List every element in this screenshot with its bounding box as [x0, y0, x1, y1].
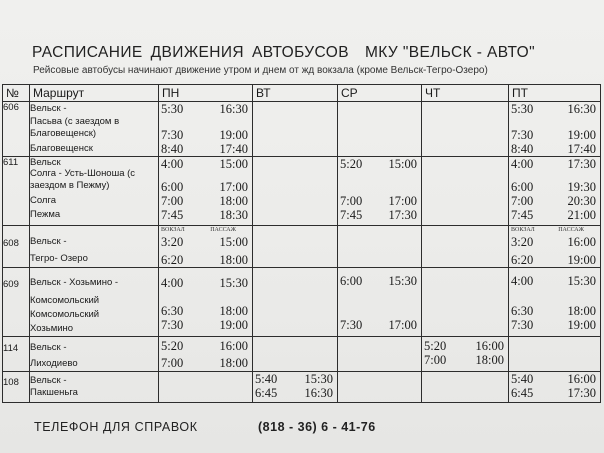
return-time: 16:30: [219, 102, 248, 116]
time-pair: [509, 157, 600, 171]
subheader-station: ВОКЗАЛ: [511, 227, 535, 233]
departure-time: 7:30: [511, 128, 534, 142]
return-time: 17:00: [219, 180, 248, 194]
route-number: 606: [3, 102, 30, 157]
time-pair: [159, 157, 252, 171]
subheader-passage: ПАССАЖ: [558, 227, 584, 233]
departure-time: 6:30: [161, 304, 184, 318]
times-mon: [159, 268, 253, 337]
times-thu: [422, 337, 509, 372]
times-tue: [253, 102, 338, 157]
return-time: 17:30: [567, 157, 596, 171]
return-time: 19:00: [219, 318, 248, 332]
table-row: [3, 102, 601, 157]
route-line: Солга - Усть-Шоноша (с заездом в Пежму): [30, 168, 136, 191]
route-line: Вельск -: [30, 236, 67, 247]
time-pair: [159, 235, 252, 249]
time-pair: [159, 194, 252, 208]
return-time: 15:30: [567, 274, 596, 288]
return-time: 19:00: [567, 253, 596, 267]
times-wed: [338, 268, 422, 337]
route-number: 108: [3, 372, 30, 403]
times-thu: [422, 372, 509, 403]
time-pair: [509, 318, 600, 332]
info-phone-label: ТЕЛЕФОН ДЛЯ СПРАВОК: [34, 420, 198, 434]
time-pair: [159, 102, 252, 116]
times-wed: [338, 157, 422, 226]
route-line: Благовещенск: [30, 143, 93, 154]
time-pair: [509, 194, 600, 208]
route-line: Комсомольский: [30, 309, 100, 320]
return-time: 18:00: [219, 356, 248, 370]
return-time: 19:00: [567, 318, 596, 332]
departure-time: 4:00: [161, 157, 184, 171]
return-time: 19:00: [219, 128, 248, 142]
time-pair: [159, 304, 252, 318]
route-line: Вельск -: [30, 103, 67, 114]
return-time: 17:00: [388, 318, 417, 332]
return-time: 18:00: [219, 304, 248, 318]
return-time: 16:30: [304, 386, 333, 400]
table-row: [3, 337, 601, 372]
departure-time: 4:00: [161, 276, 184, 290]
return-time: 16:30: [567, 102, 596, 116]
route-line: Вельск -: [30, 342, 67, 353]
times-thu: [422, 102, 509, 157]
route-name: [30, 372, 159, 403]
table-row: [3, 157, 601, 226]
schedule-table: [2, 84, 601, 403]
departure-time: 5:20: [161, 339, 184, 353]
subheader-passage: ПАССАЖ: [210, 227, 236, 233]
time-pair: [159, 253, 252, 267]
time-pair: [509, 235, 600, 249]
return-time: 17:00: [388, 194, 417, 208]
time-pair: [338, 157, 421, 171]
time-pair: [509, 128, 600, 142]
return-time: 15:00: [388, 157, 417, 171]
departure-time: 3:20: [161, 235, 184, 249]
table-row: [3, 226, 601, 268]
time-pair: [159, 339, 252, 353]
time-pair: [338, 274, 421, 288]
route-number: 608: [3, 226, 30, 268]
route-number: 114: [3, 337, 30, 372]
return-time: 20:30: [567, 194, 596, 208]
times-mon: [159, 102, 253, 157]
times-tue: [253, 226, 338, 268]
time-pair: [253, 372, 337, 386]
departure-time: 7:00: [161, 356, 184, 370]
return-time: 19:00: [567, 128, 596, 142]
return-time: 17:30: [567, 386, 596, 400]
return-time: 16:00: [567, 372, 596, 386]
return-time: 17:30: [388, 208, 417, 222]
time-pair: [159, 356, 252, 370]
return-time: 18:00: [475, 353, 504, 367]
time-pair: [509, 102, 600, 116]
time-pair: [159, 128, 252, 142]
route-name: [30, 102, 159, 157]
time-pair: [422, 353, 508, 367]
times-tue: [253, 337, 338, 372]
times-wed: [338, 226, 422, 268]
times-tue: [253, 268, 338, 337]
departure-time: 4:00: [511, 274, 534, 288]
title-word-4: МКУ "ВЕЛЬСК - АВТО": [364, 44, 536, 61]
time-pair: [338, 208, 421, 222]
route-line: Вельск - Хозьмино -: [30, 277, 119, 288]
departure-time: 7:45: [161, 208, 184, 222]
route-line: Пакшеньга: [30, 387, 78, 398]
times-thu: [422, 157, 509, 226]
table-row: [3, 372, 601, 403]
header-wed: СР: [338, 85, 422, 102]
times-fri: [509, 337, 601, 372]
time-pair: [509, 180, 600, 194]
times-thu: [422, 226, 509, 268]
times-fri: [509, 268, 601, 337]
departure-time: 7:30: [511, 318, 534, 332]
column-subheader: [159, 226, 252, 235]
times-wed: [338, 337, 422, 372]
departure-time: 7:00: [424, 353, 447, 367]
departure-time: 6:00: [161, 180, 184, 194]
time-pair: [509, 274, 600, 288]
route-number: 611: [3, 157, 30, 226]
times-mon: [159, 226, 253, 268]
departure-time: 7:45: [511, 208, 534, 222]
route-line: Комсомольский: [30, 295, 100, 306]
departure-time: 8:40: [161, 142, 184, 156]
times-fri: [509, 226, 601, 268]
time-pair: [509, 304, 600, 318]
return-time: 18:00: [219, 253, 248, 267]
times-thu: [422, 268, 509, 337]
times-mon: [159, 337, 253, 372]
return-time: 18:00: [567, 304, 596, 318]
header-route: Маршрут: [30, 85, 159, 102]
departure-time: 7:00: [511, 194, 534, 208]
departure-time: 7:30: [161, 128, 184, 142]
departure-time: 4:00: [511, 157, 534, 171]
return-time: 15:30: [304, 372, 333, 386]
time-pair: [159, 142, 252, 156]
route-name: [30, 157, 159, 226]
time-pair: [509, 253, 600, 267]
page-subtitle: Рейсовые автобусы начинают движение утром и днем от жд вокзала (кроме Вельск-Тегро-Озеро): [33, 65, 488, 76]
header-thu: ЧТ: [422, 85, 509, 102]
table-row: [3, 268, 601, 337]
time-pair: [159, 180, 252, 194]
time-pair: [338, 318, 421, 332]
times-tue: [253, 157, 338, 226]
departure-time: 6:00: [511, 180, 534, 194]
time-pair: [509, 208, 600, 222]
route-line: Хозьмино: [30, 323, 74, 334]
departure-time: 7:45: [340, 208, 363, 222]
times-mon: [159, 372, 253, 403]
times-wed: [338, 372, 422, 403]
time-pair: [253, 386, 337, 400]
return-time: 15:00: [219, 157, 248, 171]
time-pair: [338, 194, 421, 208]
route-line: Пасьва (с заездом в Благовещенск): [30, 116, 120, 139]
departure-time: 7:30: [161, 318, 184, 332]
info-phone-number: (818 - 36) 6 - 41-76: [258, 420, 376, 434]
route-line: Солга: [30, 195, 57, 206]
column-subheader: [509, 226, 600, 235]
return-time: 17:40: [219, 142, 248, 156]
route-line: Тегро- Озеро: [30, 253, 88, 264]
time-pair: [159, 318, 252, 332]
departure-time: 5:30: [511, 102, 534, 116]
times-fri: [509, 102, 601, 157]
title-word-3: АВТОБУСОВ: [252, 44, 349, 61]
time-pair: [509, 372, 600, 386]
departure-time: 8:40: [511, 142, 534, 156]
time-pair: [509, 142, 600, 156]
return-time: 19:30: [567, 180, 596, 194]
departure-time: 6:00: [340, 274, 363, 288]
route-name: [30, 268, 159, 337]
times-mon: [159, 157, 253, 226]
departure-time: 7:00: [161, 194, 184, 208]
return-time: 15:30: [388, 274, 417, 288]
header-num: №: [3, 85, 30, 102]
header-mon: ПН: [159, 85, 253, 102]
route-number: 609: [3, 268, 30, 337]
times-fri: [509, 372, 601, 403]
time-pair: [422, 339, 508, 353]
departure-time: 5:40: [511, 372, 534, 386]
return-time: 15:00: [219, 235, 248, 249]
return-time: 18:30: [219, 208, 248, 222]
return-time: 16:00: [219, 339, 248, 353]
return-time: 16:00: [475, 339, 504, 353]
route-name: [30, 337, 159, 372]
departure-time: 6:30: [511, 304, 534, 318]
route-name: [30, 226, 159, 268]
title-word-2: ДВИЖЕНИЯ: [150, 44, 244, 61]
route-line: Вельск -: [30, 375, 67, 386]
time-pair: [159, 276, 252, 290]
time-pair: [509, 386, 600, 400]
route-line: Вельск: [30, 157, 61, 168]
departure-time: 7:30: [340, 318, 363, 332]
return-time: 16:00: [567, 235, 596, 249]
departure-time: 6:45: [255, 386, 278, 400]
departure-time: 3:20: [511, 235, 534, 249]
departure-time: 5:20: [340, 157, 363, 171]
times-wed: [338, 102, 422, 157]
page-title: [32, 44, 535, 62]
departure-time: 5:40: [255, 372, 278, 386]
departure-time: 5:30: [161, 102, 184, 116]
header-tue: ВТ: [253, 85, 338, 102]
title-word-1: РАСПИСАНИЕ: [32, 44, 143, 61]
header-fri: ПТ: [509, 85, 601, 102]
departure-time: 6:20: [511, 253, 534, 267]
time-pair: [159, 208, 252, 222]
departure-time: 6:20: [161, 253, 184, 267]
subheader-station: ВОКЗАЛ: [161, 227, 185, 233]
return-time: 18:00: [219, 194, 248, 208]
return-time: 15:30: [219, 276, 248, 290]
departure-time: 5:20: [424, 339, 447, 353]
table-header-row: [3, 85, 601, 102]
departure-time: 6:45: [511, 386, 534, 400]
times-fri: [509, 157, 601, 226]
departure-time: 7:00: [340, 194, 363, 208]
route-line: Лиходиево: [30, 358, 78, 369]
return-time: 17:40: [567, 142, 596, 156]
return-time: 21:00: [567, 208, 596, 222]
times-tue: [253, 372, 338, 403]
route-line: Пежма: [30, 209, 61, 220]
